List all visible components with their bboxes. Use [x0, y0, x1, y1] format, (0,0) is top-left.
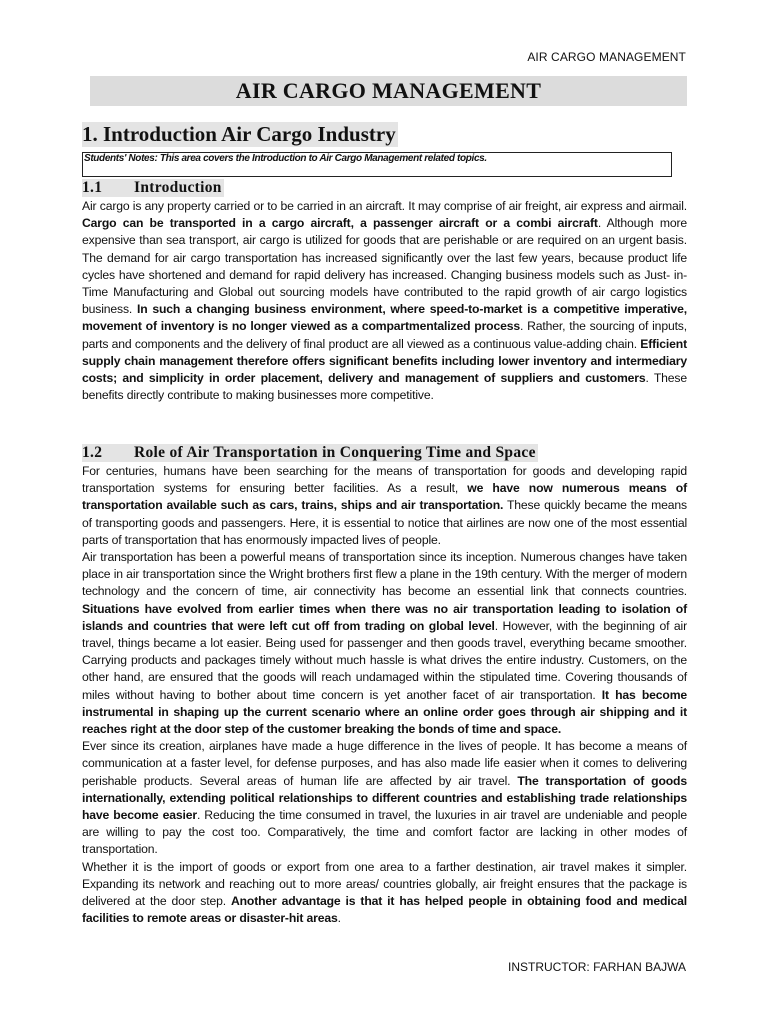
students-notes-text: Students' Notes: This area covers the Introduction to Air Cargo Management related topics.: [84, 153, 487, 164]
text-run: Air transportation has been a powerful means of transportation since its inception. Numerous changes have taken place in air transportation since the Wright brothers first flew a plane in the 19th century. With the merger of modern technology and the concern of time, air connectivity has become an essential link that connects countries.: [82, 550, 687, 599]
bold-text-run: The transportation of goods internationally, extending political relationships to different countries and establishing trade relationships have become easier: [82, 773, 687, 823]
bold-text-run: Situations have evolved from earlier times when there was no air transportation leading to isolation of islands and countries that were left cut off from trading on global level: [82, 601, 687, 633]
body-paragraph: [82, 859, 687, 928]
section-heading-1-2: [82, 444, 538, 462]
instructor-footer: INSTRUCTOR: FARHAN BAJWA: [507, 960, 686, 974]
section-title: Introduction: [134, 179, 222, 196]
section-number: 1.2: [82, 444, 103, 461]
section-number: 1.1: [82, 179, 103, 196]
bold-text-run: Cargo can be transported in a cargo aircraft, a passenger aircraft or a combi aircraft: [82, 216, 598, 231]
document-title: AIR CARGO MANAGEMENT: [235, 78, 542, 103]
bold-text-run: In such a changing business environment, where speed-to-market is a competitive imperative, movement of inventory is no longer viewed as a compartmentalized process: [82, 302, 687, 334]
text-run: . Rather, the sourcing of inputs, parts and components and the delivery of final product are all viewed as a continuous value-adding chain.: [82, 319, 687, 351]
bold-text-run: It has become instrumental in shaping up the current scenario where an online order goes through air shipping and it reaches right at the door step of the customer breaking the bonds of time and space.: [82, 687, 688, 737]
text-run: Ever since its creation, airplanes have made a huge difference in the lives of people. It has become a means of communication at a faster level, for defense purposes, and has also made life easier when it comes to delivering perishable products. Several areas of human life are affected by air travel.: [82, 739, 687, 788]
section-title: Role of Air Transportation in Conquering Time and Space: [134, 444, 536, 461]
body-paragraph: [82, 198, 687, 404]
bold-text-run: we have now numerous means of transportation available such as cars, trains, ships and air transportation.: [82, 481, 687, 513]
section-heading-1-1: [82, 179, 224, 197]
text-run: . These benefits directly contribute to making businesses more competitive.: [82, 371, 688, 403]
bold-text-run: Another advantage is that it has helped people in obtaining food and medical facilities to remote areas or disaster-hit areas: [82, 894, 687, 926]
text-run: . Although more expensive than sea transport, air cargo is utilized for goods that are perishable or are required on an urgent basis. The demand for air cargo transportation has increased significantly over the last few years, because product life cycles have shortened and demand for rapid delivery has increased. Changing business models such as Just- in-Time Manufacturing and Global out sourcing models have contributed to the rapid growth of air cargo logistics business.: [82, 216, 687, 317]
bold-text-run: Efficient supply chain management therefore offers significant benefits including lower inventory and intermediary costs; and simplicity in order placement, delivery and management of suppliers and customers: [82, 336, 687, 386]
text-run: Whether it is the import of goods or export from one area to a farther destination, air travel makes it simpler. Expanding its network and reaching out to more areas/ countries globally, air freight ensures that the package is delivered at the door step.: [82, 859, 687, 909]
chapter-heading: 1. Introduction Air Cargo Industry: [82, 122, 396, 146]
text-run: . Reducing the time consumed in travel, the luxuries in air travel are undeniable and people are willing to pay the cost too. Comparatively, the time and comfort factor are lacking in other modes of transportation.: [82, 808, 687, 857]
text-run: For centuries, humans have been searching for the means of transportation for goods and developing rapid transportation systems for ensuring better facilities. As a result,: [82, 464, 687, 496]
text-run: . However, with the beginning of air travel, things became a lot easier. Being used for passenger and then goods travel, everything became smoother. Carrying products and packages timely without much hassle is what drives the entire industry. Customers, on the other hand, are ensured that the goods will reach undamaged within the stipulated time. Covering thousands of miles without having to bother about time concern is yet another facet of air transportation.: [82, 618, 687, 702]
body-paragraph: [82, 738, 687, 858]
section-body-1-1: [82, 198, 687, 404]
text-run: These quickly became the means of transporting goods and passengers. Here, it is essential to notice that airlines are now one of the most essential parts of transportation that has enormously impacted lives of people.: [82, 498, 687, 547]
students-notes-box: [82, 152, 672, 177]
section-body-1-2: [82, 463, 687, 927]
body-paragraph: [82, 463, 687, 549]
body-paragraph: [82, 549, 687, 738]
text-run: Air cargo is any property carried or to be carried in an aircraft. It may comprise of air freight, air express and airmail.: [82, 199, 687, 213]
running-header: AIR CARGO MANAGEMENT: [527, 50, 686, 64]
text-run: .: [337, 911, 341, 926]
